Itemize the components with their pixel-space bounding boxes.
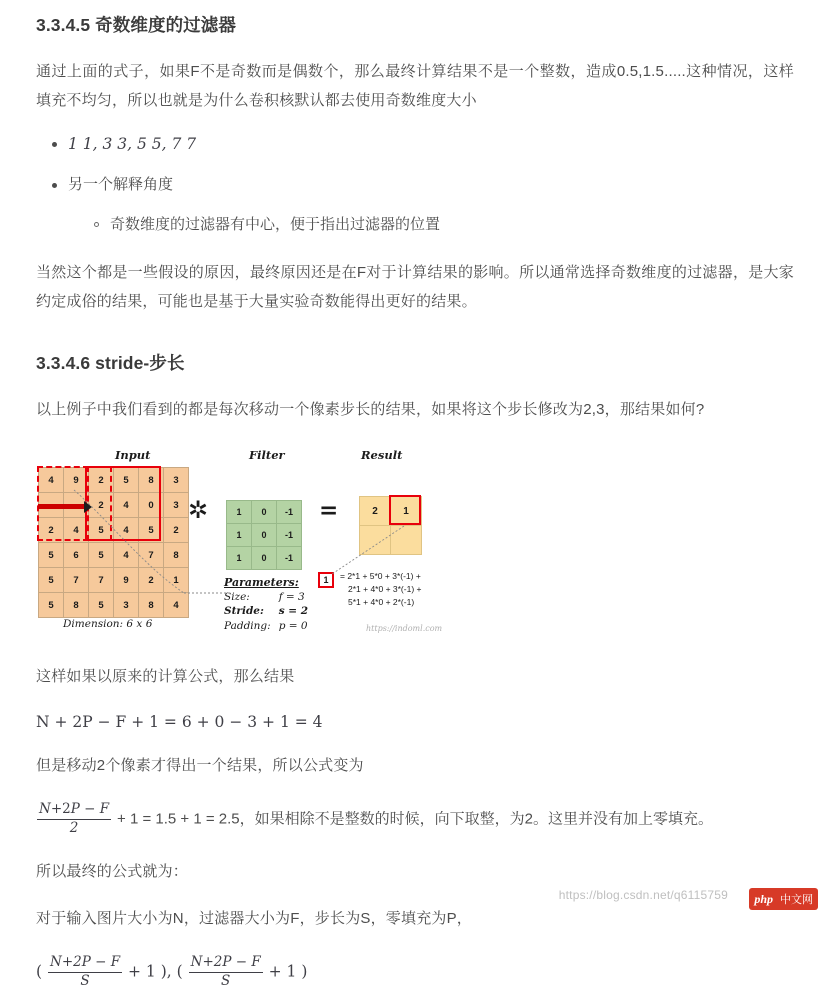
fraction-numerator: N+2P − F	[48, 955, 122, 973]
sub-list-item-label: 奇数维度的过滤器有中心，便于指出过滤器的位置	[110, 216, 441, 233]
stride-convolution-figure	[36, 448, 456, 644]
input-matrix-row	[39, 543, 189, 568]
paragraph-stride-intro: 以上例子中我们看到的都是每次移动一个像素步长的结果，如果将这个步长修改为2,3，那结果如何?	[36, 401, 705, 418]
input-matrix-cell: 2	[39, 518, 64, 543]
input-matrix-cell: 4	[164, 593, 189, 618]
input-matrix-cell: 7	[139, 543, 164, 568]
parameters-table	[224, 591, 316, 634]
paragraph-original-formula-intro: 这样如果以原来的计算公式，那么结果	[36, 668, 295, 685]
input-matrix-row	[39, 593, 189, 618]
parameter-value: f = 3	[278, 591, 305, 603]
figure-title-filter: Filter	[249, 448, 285, 462]
input-matrix-cell: 2	[139, 568, 164, 593]
list-item-another-angle	[68, 172, 794, 238]
result-matrix-cell: 2	[360, 497, 391, 526]
figure-parameters	[224, 576, 316, 634]
filter-matrix-cell: 1	[227, 501, 252, 524]
calculation-chip: 1	[318, 572, 334, 588]
paragraph-variable-definitions: 对于输入图片大小为N，过滤器大小为F，步长为S，零填充为P，	[36, 909, 473, 927]
list-item-label: 另一个解释角度	[68, 176, 174, 193]
formula-original	[36, 713, 794, 731]
input-matrix	[38, 467, 189, 618]
parameter-label: Stride:	[224, 605, 264, 618]
paragraph-stride-formula-intro: 但是移动2个像素才得出一个结果，所以公式变为	[36, 757, 364, 774]
input-matrix-cell: 5	[89, 593, 114, 618]
odd-dimension-sub-list	[68, 212, 794, 238]
calculation-expression	[340, 570, 421, 608]
parameter-row	[224, 591, 316, 605]
input-matrix-cell: 4	[39, 468, 64, 493]
php-badge-right: 中文网	[778, 888, 818, 910]
fraction-numerator: N+2P − F	[189, 955, 263, 973]
php-cn-watermark-badge	[749, 888, 818, 910]
input-matrix-cell: 7	[64, 568, 89, 593]
filter-matrix-cell: 0	[252, 547, 277, 570]
fraction-n-2p-f-over-s-2	[189, 955, 263, 990]
section-heading-3-3-4-6: 3.3.4.6 stride-步长	[36, 353, 185, 373]
formula-final-plus-one-1: + 1	[128, 962, 156, 981]
filter-matrix-cell: 1	[227, 547, 252, 570]
parameter-value: p = 0	[278, 619, 308, 632]
input-matrix-cell: 2	[89, 468, 114, 493]
figure-credit: https://indoml.com	[366, 624, 443, 633]
input-matrix-cell: 3	[164, 468, 189, 493]
parameters-title: Parameters:	[224, 576, 299, 589]
calc-line-1: = 2*1 + 5*0 + 3*(-1) +	[340, 571, 421, 581]
input-dimension-label: Dimension: 6 x 6	[63, 618, 153, 630]
fraction-n-2p-f-over-2	[37, 802, 111, 837]
input-matrix-cell: 8	[139, 468, 164, 493]
filter-matrix-cell: 0	[252, 501, 277, 524]
filter-matrix-cell: 0	[252, 524, 277, 547]
filter-matrix-cell: 1	[227, 524, 252, 547]
input-matrix-cell: 0	[139, 493, 164, 518]
input-matrix-row	[39, 468, 189, 493]
input-matrix-cell: 5	[39, 543, 64, 568]
input-matrix-cell: 9	[64, 468, 89, 493]
input-matrix-cell: 4	[64, 518, 89, 543]
figure-title-input: Input	[115, 448, 151, 462]
parameter-value: s = 2	[278, 605, 309, 618]
convolution-operator-icon: ✲	[188, 496, 209, 524]
filter-matrix-row	[227, 547, 302, 570]
filter-matrix-cell: -1	[277, 501, 302, 524]
input-matrix-row	[39, 568, 189, 593]
formula-final-close-paren-1: ),	[160, 962, 172, 981]
paragraph-odd-dimension-reason: 通过上面的式子，如果F不是奇数而是偶数个，那么最终计算结果不是一个整数，造成0.5,1.5.....这种情况，这样填充不均匀，所以也就是为什么卷积核默认都去使用奇数维度大小	[36, 63, 794, 109]
formula-final-open-paren-1: (	[36, 962, 43, 981]
input-matrix-cell: 8	[64, 593, 89, 618]
input-matrix-cell: 4	[114, 493, 139, 518]
formula-final-close-paren-2: )	[301, 962, 308, 981]
calc-line-3: 5*1 + 4*0 + 2*(-1)	[348, 596, 415, 607]
list-item-center-explanation	[110, 212, 794, 238]
filter-matrix	[226, 500, 302, 570]
filter-matrix-cell: -1	[277, 547, 302, 570]
parameter-label: Padding:	[224, 619, 271, 632]
filter-matrix-row	[227, 501, 302, 524]
input-matrix-cell: 5	[139, 518, 164, 543]
filter-matrix-cell: -1	[277, 524, 302, 547]
result-matrix-row	[360, 497, 422, 526]
figure-title-result: Result	[361, 448, 403, 462]
input-matrix-cell: 5	[39, 568, 64, 593]
equals-operator-icon: =	[319, 498, 339, 524]
input-matrix-row	[39, 493, 189, 518]
result-matrix-row	[360, 526, 422, 555]
parameter-row	[224, 620, 316, 634]
csdn-watermark: https://blog.csdn.net/q6115759	[558, 888, 728, 902]
parameter-label: Size:	[224, 591, 250, 603]
input-matrix-cell	[39, 493, 64, 518]
kernel-sizes-math: 1 1, 3 3, 5 5, 7 7	[68, 135, 197, 153]
php-badge-left: php	[749, 888, 778, 910]
result-matrix-cell: 1	[391, 497, 422, 526]
fraction-denominator: S	[80, 972, 90, 989]
input-matrix-row	[39, 518, 189, 543]
input-matrix-cell	[64, 493, 89, 518]
input-matrix-cell: 2	[164, 518, 189, 543]
fraction-numerator: N+2P − F	[37, 802, 111, 820]
section-heading-3-3-4-5: 3.3.4.5 奇数维度的过滤器	[36, 15, 236, 35]
result-matrix	[359, 496, 422, 555]
input-matrix-cell: 8	[164, 543, 189, 568]
input-matrix-cell: 3	[164, 493, 189, 518]
input-matrix-cell: 9	[114, 568, 139, 593]
input-matrix-cell: 5	[39, 593, 64, 618]
input-matrix-cell: 5	[114, 468, 139, 493]
calc-line-2: 2*1 + 4*0 + 3*(-1) +	[348, 583, 422, 594]
input-matrix-cell: 5	[89, 518, 114, 543]
result-matrix-cell	[391, 526, 422, 555]
input-matrix-cell: 3	[114, 593, 139, 618]
odd-dimension-bullet-list	[36, 131, 794, 238]
input-matrix-cell: 5	[89, 543, 114, 568]
input-matrix-cell: 8	[139, 593, 164, 618]
formula-with-stride-2	[36, 802, 794, 837]
paragraph-convention-conclusion: 当然这个都是一些假设的原因，最终原因还是在F对于计算结果的影响。所以通常选择奇数维度的过滤器，是大家约定成俗的结果，可能也是基于大量实验奇数能得出更好的结果。	[36, 264, 794, 310]
paragraph-final-formula-intro: 所以最终的公式就为：	[36, 862, 189, 880]
formula-final-open-paren-2: (	[176, 962, 183, 981]
formula-final-output-size	[36, 955, 794, 990]
input-matrix-cell: 1	[164, 568, 189, 593]
fraction-denominator: 2	[69, 819, 79, 836]
formula-stride-tail: + 1 = 1.5 + 1 = 2.5，如果相除不是整数的时候，向下取整，为2。这里并没有加上零填充。	[117, 810, 713, 828]
input-matrix-cell: 4	[114, 518, 139, 543]
fraction-denominator: S	[221, 972, 231, 989]
input-matrix-cell: 2	[89, 493, 114, 518]
filter-matrix-row	[227, 524, 302, 547]
result-matrix-cell	[360, 526, 391, 555]
list-item-kernel-sizes	[68, 131, 794, 158]
fraction-n-2p-f-over-s-1	[48, 955, 122, 990]
parameter-row	[224, 605, 316, 619]
input-matrix-cell: 6	[64, 543, 89, 568]
formula-original-text: N + 2P − F + 1 = 6 + 0 − 3 + 1 = 4	[36, 713, 323, 731]
formula-final-plus-one-2: + 1	[268, 962, 297, 981]
input-matrix-cell: 7	[89, 568, 114, 593]
input-matrix-cell: 4	[114, 543, 139, 568]
